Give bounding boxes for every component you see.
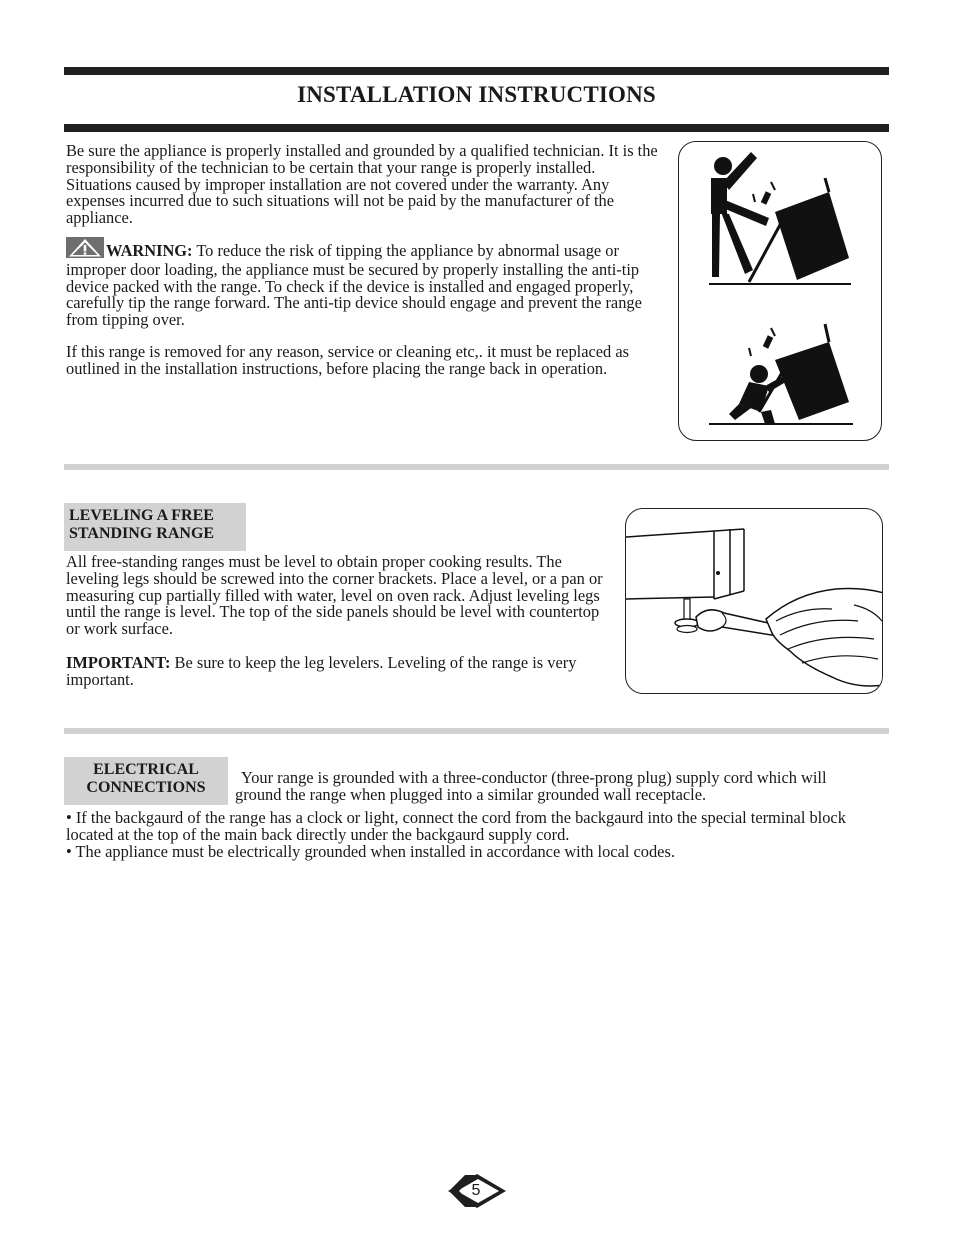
anti-tip-illustration bbox=[678, 141, 882, 441]
section-divider-2 bbox=[64, 728, 889, 734]
warning-text: To reduce the risk of tipping the appliance by abnormal usage or improper door loading, the appliance must be secured by properly installing the anti-tip device packed with the range. To check if the device is installed and engaged properly, carefully tip the range forward. The anti-tip device should engage and prevent the range from tipping over. bbox=[66, 241, 642, 330]
leveling-label-line1: LEVELING A FREE bbox=[69, 507, 214, 524]
leveling-paragraph: All free-standing ranges must be level to obtain proper cooking results. The leveling legs should be screwed into the corner brackets. Place a level, or a pan or measuring cup partially filled with water, level on oven rack. Adjust leveling legs until the range is level. The top of the side panels should be level with countertop or work surface. bbox=[66, 552, 603, 639]
section-divider-1 bbox=[64, 464, 889, 470]
top-rule bbox=[64, 67, 889, 75]
leveling-label bbox=[64, 503, 246, 551]
important-paragraph bbox=[66, 655, 611, 689]
removal-paragraph: If this range is removed for any reason, service or cleaning etc,. it must be replaced as outlined in the installation instructions, before placing the range back in operation. bbox=[66, 342, 629, 378]
electrical-intro: Your range is grounded with a three-conductor (three-prong plug) supply cord which will ground the range when plugged into a similar grounded wall receptacle. bbox=[235, 768, 827, 804]
electrical-label bbox=[64, 757, 228, 805]
electrical-label-line1: ELECTRICAL bbox=[93, 761, 199, 778]
important-text: Be sure to keep the leg levelers. Leveling of the range is very important. bbox=[66, 653, 577, 689]
intro-paragraph: Be sure the appliance is properly installed and grounded by a qualified technician. It is the responsibility of the technician to be certain that your range is properly installed. Situations caused by improper installation are not covered under the warranty. Any expenses incurred due to such situations will not be paid by the manufacturer of the appliance. bbox=[66, 141, 658, 228]
electrical-bullet-2: • The appliance must be electrically grounded when installed in accordance with local codes. bbox=[66, 842, 675, 861]
leveling-leg-illustration bbox=[625, 508, 883, 694]
electrical-label-line2: CONNECTIONS bbox=[86, 779, 206, 796]
important-label: IMPORTANT: bbox=[66, 653, 171, 672]
warning-label: WARNING: bbox=[106, 241, 193, 260]
page-title: INSTALLATION INSTRUCTIONS bbox=[297, 82, 656, 107]
warning-paragraph bbox=[66, 237, 668, 329]
electrical-bullet-1: • If the backgaurd of the range has a clock or light, connect the cord from the backgaurd into the special terminal block located at the top of the main back directly under the backgaurd supply cord. bbox=[66, 808, 846, 844]
warning-triangle-icon bbox=[66, 237, 104, 262]
title-rule bbox=[64, 124, 889, 132]
leveling-label-line2: STANDING RANGE bbox=[69, 525, 215, 542]
page-number-diamond-icon bbox=[447, 1173, 507, 1209]
page-number: 5 bbox=[471, 1182, 481, 1199]
